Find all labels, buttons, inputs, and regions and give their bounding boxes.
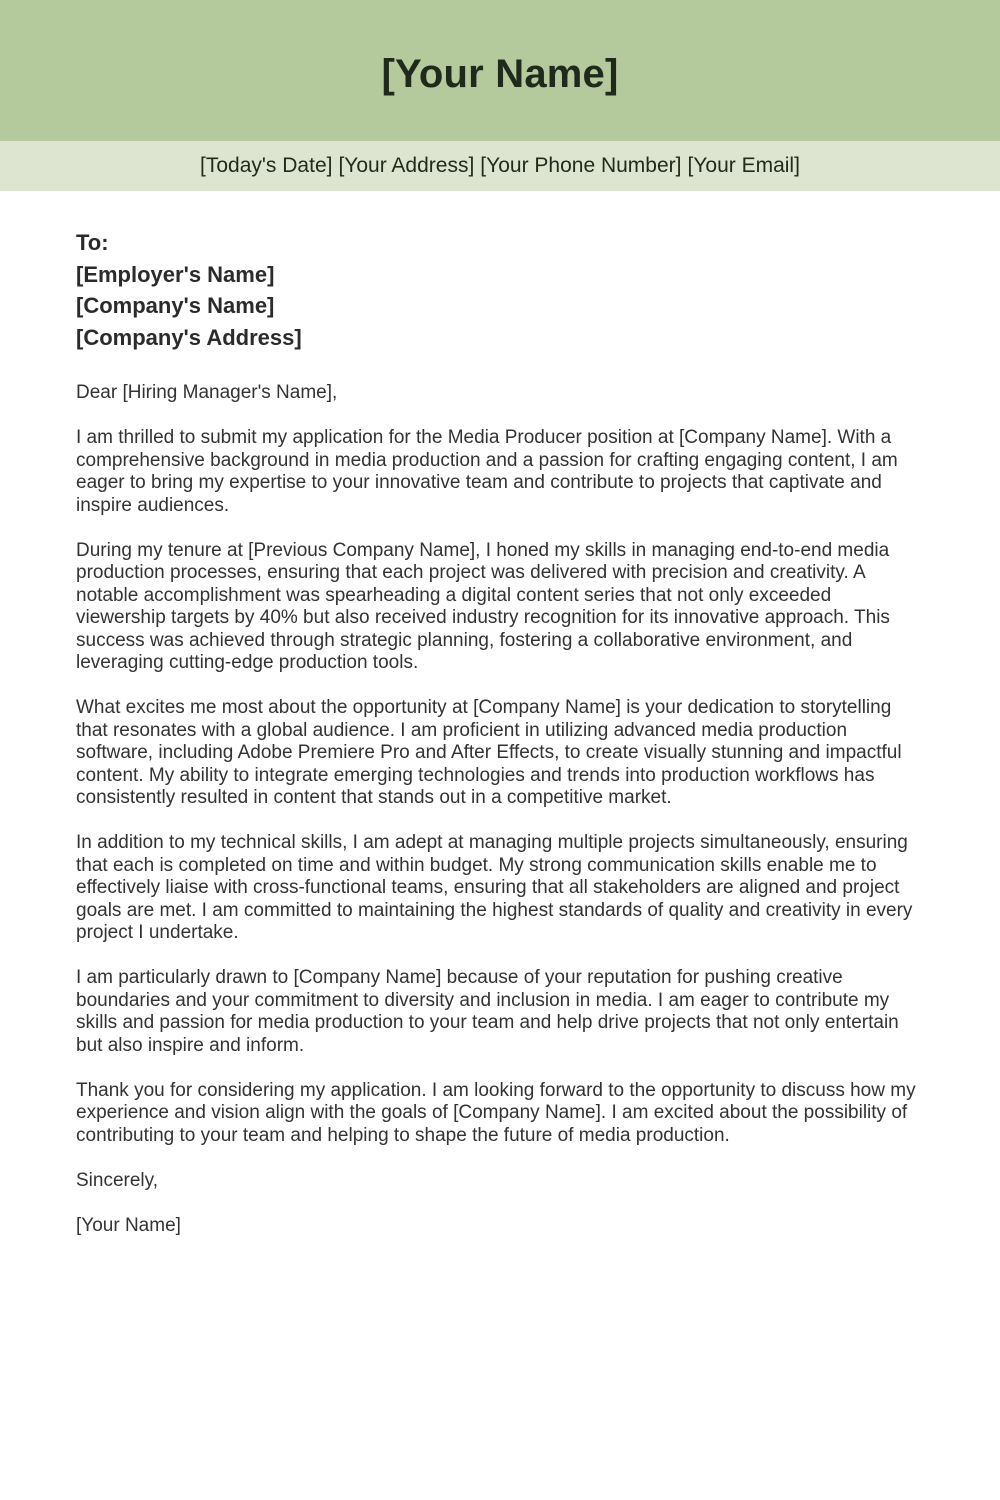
recipient-label: To: xyxy=(76,230,109,255)
sender-name: [Your Name] xyxy=(381,52,619,96)
salutation: Dear [Hiring Manager's Name], xyxy=(76,382,338,403)
paragraph-skills: In addition to my technical skills, I am adept at managing multiple projects simultaneously, ensuring that each is completed on time and within budget. My strong communication skills enable me to effectively liaise with cross-functional teams, ensuring that all stakeholders are aligned and project goals are met. I am committed to maintaining the highest standards of quality and creativity in every project I undertake. xyxy=(76,832,913,943)
closing: Sincerely, xyxy=(76,1169,159,1191)
employer-name: [Employer's Name] xyxy=(76,261,275,287)
recipient-block xyxy=(76,227,924,353)
paragraph-intro: I am thrilled to submit my application for the Media Producer position at [Company Name]. With a comprehensive background in media production and a passion for crafting engaging content, I am eager to bring my expertise to your innovative team and contribute to projects that captivate and inspire audiences. xyxy=(76,427,898,516)
company-address: [Company's Address] xyxy=(76,324,302,350)
signature: [Your Name] xyxy=(76,1214,181,1236)
contact-email: [Your Email] xyxy=(687,154,800,177)
paragraph-experience: During my tenure at [Previous Company Name], I honed my skills in managing end-to-end media production processes, ensuring that each project was delivered with precision and creativity. A notable accomplishment was spearheading a digital content series that not only exceeded viewership targets by 40% but also received industry recognition for its innovative approach. This success was achieved through strategic planning, fostering a collaborative environment, and leveraging cutting-edge production tools. xyxy=(76,539,890,673)
letter-header xyxy=(0,0,1000,141)
contact-date: [Today's Date] xyxy=(200,154,333,177)
contact-address: [Your Address] xyxy=(338,154,475,177)
paragraph-company-fit: I am particularly drawn to [Company Name] because of your reputation for pushing creative boundaries and your commitment to diversity and inclusion in media. I am eager to contribute my skills and passion for media production to your team and help drive projects that not only entertain but also inspire and inform. xyxy=(76,967,899,1056)
letter-body xyxy=(76,382,924,1237)
letter-content xyxy=(0,191,1000,1237)
company-name: [Company's Name] xyxy=(76,293,275,318)
contact-bar xyxy=(0,141,1000,191)
paragraph-closing: Thank you for considering my application. I am looking forward to the opportunity to discuss how my experience and vision align with the goals of [Company Name]. I am excited about the possibility of contributing to your team and helping to shape the future of media production. xyxy=(76,1079,916,1146)
contact-phone: [Your Phone Number] xyxy=(480,154,682,177)
paragraph-motivation: What excites me most about the opportunity at [Company Name] is your dedication to storytelling that resonates with a global audience. I am proficient in utilizing advanced media production software, including Adobe Premiere Pro and After Effects, to create visually stunning and impactful content. My ability to integrate emerging technologies and trends into production workflows has consistently resulted in content that stands out in a competitive market. xyxy=(76,697,902,808)
